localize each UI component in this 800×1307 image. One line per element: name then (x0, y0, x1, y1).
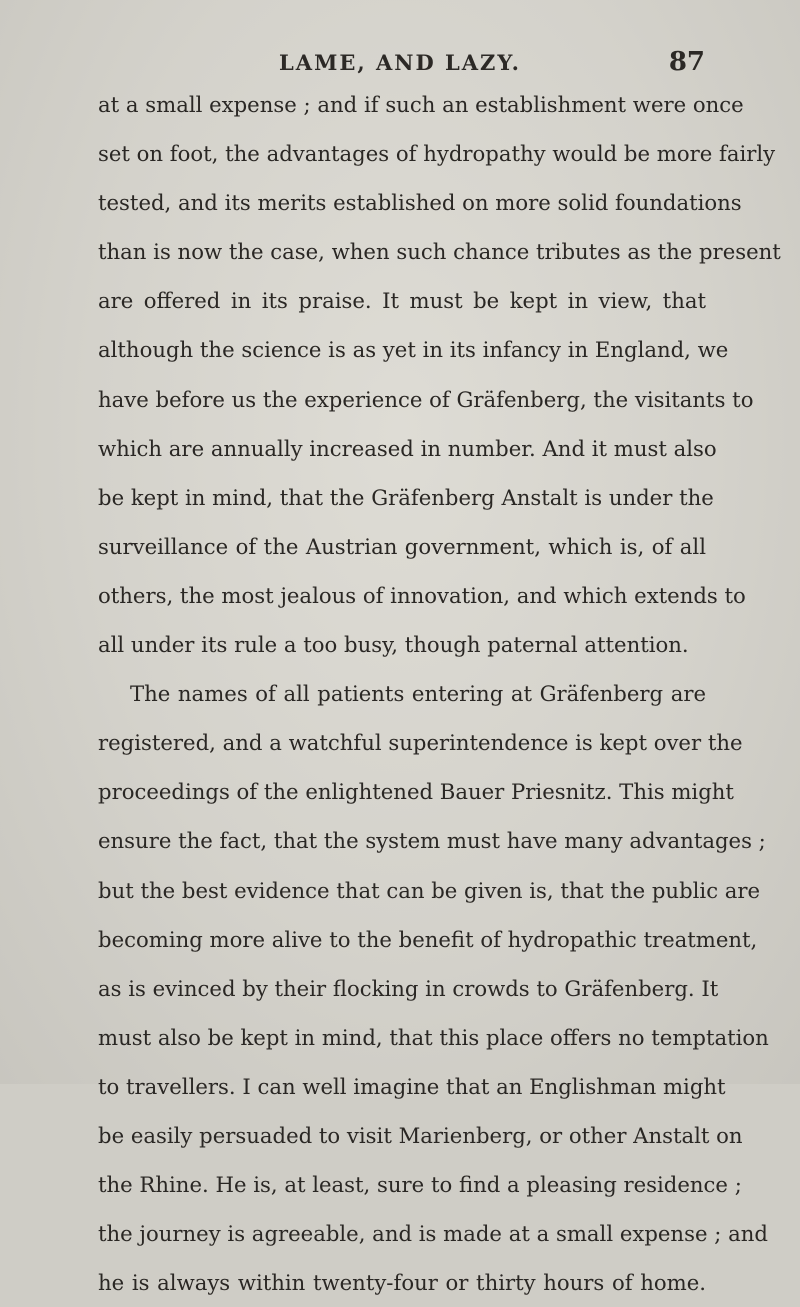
text-line: as is evinced by their flocking in crowds to Gräfenberg. It (98, 975, 719, 1001)
text-line: which are annually increased in number. And it must also (98, 435, 717, 461)
text-line: set on foot, the advantages of hydropathy would be more fairly (98, 141, 776, 167)
text-line: becoming more alive to the benefit of hydropathic treatment, (98, 926, 758, 952)
text-line: are offered in its praise. It must be kept in view, that (98, 288, 706, 314)
body-text (98, 80, 781, 1307)
text-line: tested, and its merits established on more solid foundations (98, 190, 742, 216)
text-line: others, the most jealous of innovation, and which extends to (98, 582, 746, 608)
text-line: be kept in mind, that the Gräfenberg Anstalt is under the (98, 484, 714, 510)
page-number: 87 (668, 47, 705, 77)
text-line: must also be kept in mind, that this place offers no temptation (98, 1024, 769, 1050)
text-line: the Rhine. He is, at least, sure to find a pleasing residence ; (98, 1172, 742, 1198)
text-line: all under its rule a too busy, though paternal attention. (98, 632, 689, 658)
text-line: than is now the case, when such chance tributes as the present (98, 239, 781, 265)
text-line: the journey is agreeable, and is made at a small expense ; and (98, 1221, 768, 1247)
text-line: surveillance of the Austrian government, which is, of all (98, 533, 706, 559)
text-line: ensure the fact, that the system must have many advantages ; (98, 828, 766, 854)
text-line: registered, and a watchful superintendence is kept over the (98, 730, 743, 756)
text-line: but the best evidence that can be given is, that the public are (98, 877, 761, 903)
text-line: The names of all patients entering at Gräfenberg are (130, 681, 706, 707)
text-line: to travellers. I can well imagine that an Englishman might (98, 1073, 726, 1099)
text-line: proceedings of the enlightened Bauer Priesnitz. This might (98, 779, 734, 805)
running-title: LAME, AND LAZY. (279, 50, 521, 75)
text-line: he is always within twenty-four or thirty hours of home. (98, 1270, 706, 1296)
text-line: at a small expense ; and if such an establishment were once (98, 92, 744, 117)
running-head (0, 47, 800, 80)
text-line: have before us the experience of Gräfenberg, the visitants to (98, 386, 754, 412)
text-line: although the science is as yet in its infancy in England, we (98, 337, 729, 363)
text-line: be easily persuaded to visit Marienberg, or other Anstalt on (98, 1122, 743, 1148)
